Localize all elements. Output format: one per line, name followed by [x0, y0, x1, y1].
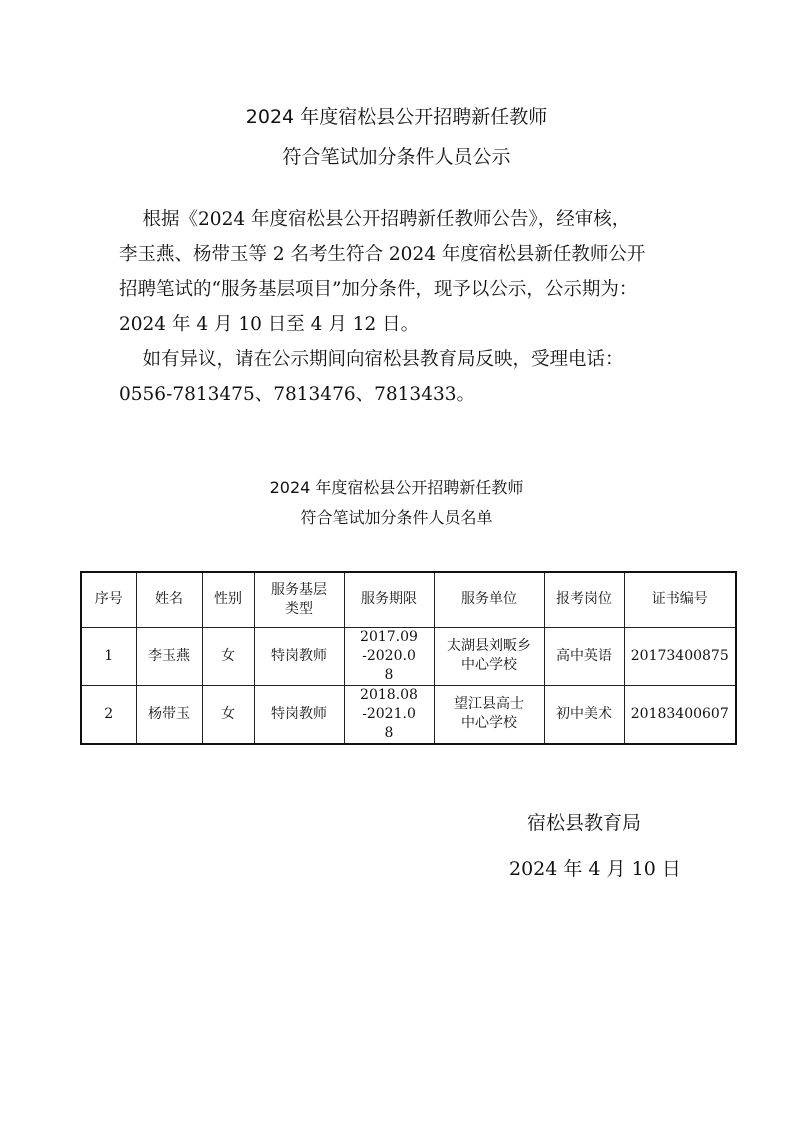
cell-service-unit: 太湖县刘畈乡中心学校 [434, 627, 544, 685]
cell-service-type: 特岗教师 [254, 685, 344, 744]
body-line: 如有异议，请在公示期间向宿松县教育局反映，受理电话： [119, 349, 624, 370]
column-header-gender: 性别 [202, 572, 254, 627]
cell-gender: 女 [202, 627, 254, 685]
cell-certificate-no: 20173400875 [624, 627, 736, 685]
table-row [81, 627, 736, 685]
column-header-index: 序号 [81, 572, 136, 627]
cell-name: 李玉燕 [136, 627, 202, 685]
body-line: 根据《2024 年度宿松县公开招聘新任教师公告》，经审核， [119, 209, 631, 230]
document-title-line-1: 2024 年度宿松县公开招聘新任教师 [245, 106, 548, 128]
table-row [81, 685, 736, 744]
candidate-table [80, 571, 737, 745]
cell-applied-post: 初中美术 [544, 685, 624, 744]
cell-applied-post: 高中英语 [544, 627, 624, 685]
column-header-service-period: 服务期限 [344, 572, 434, 627]
table-header-row [81, 572, 736, 627]
column-header-name: 姓名 [136, 572, 202, 627]
cell-certificate-no: 20183400607 [624, 685, 736, 744]
cell-index: 1 [81, 627, 136, 685]
cell-service-unit: 望江县高士中心学校 [434, 685, 544, 744]
cell-name: 杨带玉 [136, 685, 202, 744]
column-header-certificate-no: 证书编号 [624, 572, 736, 627]
document-title-line-2: 符合笔试加分条件人员公示 [282, 146, 511, 168]
cell-gender: 女 [202, 685, 254, 744]
table-title-line-2: 符合笔试加分条件人员名单 [300, 508, 493, 527]
column-header-service-type: 服务基层类型 [254, 572, 344, 627]
cell-service-period: 2018.08-2021.08 [344, 685, 434, 744]
cell-index: 2 [81, 685, 136, 744]
body-line: 0556-7813475、7813476、7813433。 [119, 384, 476, 405]
signing-organization: 宿松县教育局 [527, 812, 642, 834]
cell-service-type: 特岗教师 [254, 627, 344, 685]
body-line: 2024 年 4 月 10 日至 4 月 12 日。 [119, 314, 420, 335]
signing-date: 2024 年 4 月 10 日 [509, 858, 681, 880]
column-header-service-unit: 服务单位 [434, 572, 544, 627]
table-title-line-1: 2024 年度宿松县公开招聘新任教师 [269, 478, 524, 497]
column-header-applied-post: 报考岗位 [544, 572, 624, 627]
cell-service-period: 2017.09-2020.08 [344, 627, 434, 685]
body-line: 李玉燕、杨带玉等 2 名考生符合 2024 年度宿松县新任教师公开 [119, 244, 646, 265]
body-line: 招聘笔试的“服务基层项目”加分条件，现予以公示，公示期为： [119, 279, 638, 300]
